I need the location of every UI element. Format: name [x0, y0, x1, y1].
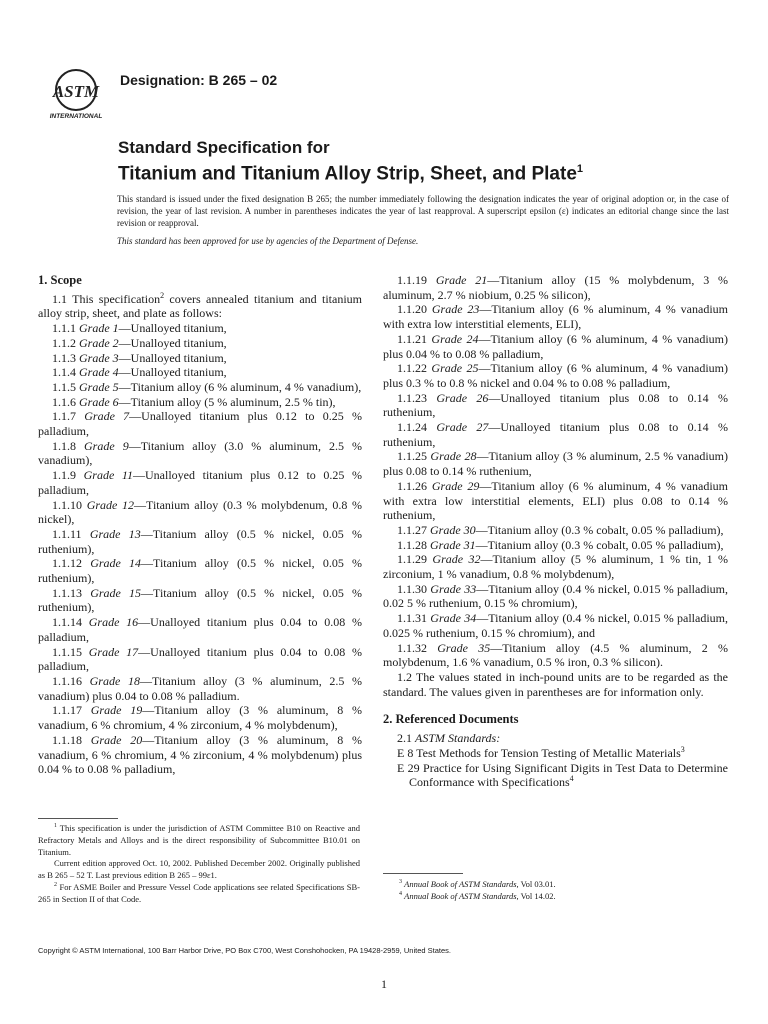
grade-description: —Titanium alloy (3 % aluminum, 2.5 % vanadium) plus 0.04 to 0.08 % palladium.: [38, 673, 362, 703]
right-column: [383, 273, 728, 790]
subsection-label: ASTM Standards:: [415, 731, 501, 746]
grade-name: Grade 18: [89, 673, 140, 688]
item-number: 1.1.20: [397, 302, 427, 317]
grade-name: Grade 16: [88, 615, 139, 630]
grade-name: Grade 29: [431, 478, 480, 493]
grade-description: —Titanium alloy (0.5 % nickel, 0.05 % ruthenium),: [38, 585, 362, 615]
grade-description: —Unalloyed titanium plus 0.08 to 0.14 % ruthenium,: [383, 390, 728, 420]
grade-name: Grade 34: [430, 611, 477, 626]
scope-intro: [38, 292, 362, 321]
subsection-number: 2.1: [397, 731, 412, 746]
grade-item: [38, 703, 362, 732]
item-number: 1.1.21: [397, 331, 427, 346]
grade-name: Grade 15: [90, 585, 142, 600]
grade-name: Grade 9: [84, 438, 129, 453]
item-number: 1.1.8: [52, 438, 76, 453]
grade-description: —Titanium alloy (0.4 % nickel, 0.015 % palladium, 0.025 % ruthenium, 0.15 % chromium), and: [383, 611, 728, 640]
footnote-text: Current edition approved Oct. 10, 2002. Published December 2002. Originally published as B 265 – 52 T. Last previous edition B 265 – 99ε1.: [38, 858, 360, 881]
footnote: [383, 879, 728, 891]
item-number: 1.1.31: [397, 611, 427, 626]
page-number: 1: [381, 977, 387, 991]
footnote-mark: 3: [399, 879, 402, 886]
item-number: 1.1.6: [52, 394, 76, 409]
grade-item: [38, 527, 362, 556]
item-number: 1.1.25: [397, 449, 427, 464]
item-number: 1.1.19: [397, 273, 427, 287]
grade-item: [38, 498, 362, 527]
footnote: [38, 823, 360, 858]
reference-code: E 8: [397, 745, 414, 760]
item-number: 1.1.11: [52, 526, 82, 541]
grade-description: —Titanium alloy (6 % aluminum, 4 % vanadium),: [118, 379, 362, 394]
grade-description: —Unalloyed titanium plus 0.04 to 0.08 % palladium,: [38, 615, 362, 644]
grade-name: Grade 31: [430, 537, 476, 552]
item-number: 1.1.26: [397, 478, 427, 493]
grade-name: Grade 24: [431, 331, 479, 346]
footnote: [38, 858, 360, 882]
grade-name: Grade 5: [79, 379, 119, 394]
item-number: 1.1.9: [52, 468, 76, 483]
footnote-volume: , Vol 03.01.: [516, 879, 556, 889]
scope-intro-text: 1.1 This specification: [52, 291, 161, 306]
item-number: 1.1.10: [52, 497, 82, 512]
item-number: 1.1.1: [52, 321, 76, 336]
item-number: 1.1.5: [52, 379, 76, 394]
grade-description: —Titanium alloy (0.5 % nickel, 0.05 % ruthenium),: [38, 556, 362, 586]
grade-description: —Titanium alloy (6 % aluminum, 4 % vanadium with extra low interstitial elements, ELI) plus 0.08 to 0.14 % ruthenium,: [383, 478, 728, 523]
grade-item: [38, 365, 362, 380]
grade-item: [38, 439, 362, 468]
grade-description: —Titanium alloy (3 % aluminum, 2.5 % vanadium) plus 0.08 to 0.14 % ruthenium,: [383, 449, 728, 479]
referenced-documents-heading: 2. Referenced Documents: [383, 712, 519, 727]
grade-description: —Titanium alloy (5 % aluminum, 2.5 % tin),: [118, 394, 336, 409]
grade-name: Grade 13: [89, 526, 141, 541]
grade-item: [383, 552, 728, 581]
grade-name: Grade 30: [430, 522, 476, 537]
footnote-book-title: Annual Book of ASTM Standards: [404, 890, 517, 901]
grade-description: —Titanium alloy (0.5 % nickel, 0.05 % ruthenium),: [38, 526, 363, 556]
grade-item: [38, 615, 362, 644]
reference-title: Test Methods for Tension Testing of Metallic Materials: [416, 745, 681, 760]
grade-name: Grade 25: [431, 361, 479, 376]
grade-name: Grade 14: [90, 556, 142, 571]
grade-item: [38, 380, 362, 395]
footnote-ref: 3: [680, 744, 685, 754]
item-number: 1.1.30: [397, 581, 427, 596]
grade-item: [38, 556, 362, 585]
grade-name: Grade 27: [436, 420, 489, 435]
grade-name: Grade 19: [90, 703, 143, 718]
grade-item: [383, 420, 728, 449]
grade-item: [383, 449, 728, 478]
item-number: 1.1.27: [397, 522, 427, 537]
footnote-mark: 1: [54, 823, 57, 830]
footnotes-left: [38, 823, 360, 906]
grade-description: —Titanium alloy (0.3 % molybdenum, 0.8 % nickel),: [38, 497, 362, 527]
reference-item: [383, 761, 728, 790]
designation: Designation: B 265 – 02: [120, 72, 278, 88]
grade-item: [383, 538, 728, 553]
scope-intro-text: covers annealed titanium and titanium alloy strip, sheet, and plate as follows:: [38, 291, 362, 321]
grade-description: —Titanium alloy (4.5 % aluminum, 2 % molybdenum, 1.6 % vanadium, 0.5 % iron, 0.3 % silicon).: [383, 640, 728, 670]
footnote: [38, 882, 360, 906]
grade-name: Grade 17: [88, 644, 139, 659]
grade-name: Grade 7: [84, 409, 130, 424]
grade-name: Grade 26: [436, 390, 489, 405]
footnote-text: For ASME Boiler and Pressure Vessel Code applications see related Specifications SB-265 in Section II of that Code.: [38, 881, 360, 904]
grade-item: [38, 468, 362, 497]
grade-name: Grade 2: [79, 335, 119, 350]
footnote-mark: 4: [399, 890, 402, 897]
grade-description: —Titanium alloy (0.3 % cobalt, 0.05 % palladium),: [475, 537, 724, 552]
item-number: 1.1.7: [52, 409, 76, 424]
item-number: 1.1.12: [52, 556, 82, 571]
grade-name: Grade 21: [435, 273, 488, 287]
grade-description: —Unalloyed titanium,: [118, 335, 227, 350]
grade-description: —Unalloyed titanium plus 0.04 to 0.08 % palladium,: [38, 644, 362, 674]
item-number: 1.1.4: [52, 365, 76, 380]
item-number: 1.1.16: [52, 673, 82, 688]
reference-list: [383, 746, 728, 790]
grade-description: —Titanium alloy (6 % aluminum, 4 % vanadium with extra low interstitial elements, ELI),: [383, 302, 728, 332]
scope-heading: 1. Scope: [38, 273, 82, 287]
grade-item: [38, 674, 362, 703]
item-number: 1.1.17: [52, 703, 82, 718]
grade-item: [383, 611, 728, 640]
item-number: 1.1.13: [52, 585, 82, 600]
grade-description: —Titanium alloy (6 % aluminum, 4 % vanadium) plus 0.3 % to 0.8 % nickel and 0.04 % to 0.08 % palladium,: [383, 361, 728, 390]
grade-item: [38, 395, 362, 410]
grade-description: —Unalloyed titanium plus 0.12 to 0.25 % palladium,: [38, 468, 362, 497]
grade-name: Grade 23: [431, 302, 480, 317]
astm-standards-subheading: [383, 731, 728, 746]
grade-name: Grade 1: [79, 321, 119, 336]
item-number: 1.1.32: [397, 640, 427, 655]
grade-name: Grade 11: [83, 468, 134, 483]
grade-name: Grade 32: [432, 552, 481, 567]
grade-item: [38, 321, 362, 336]
grade-name: Grade 35: [437, 640, 491, 655]
grade-name: Grade 6: [79, 394, 119, 409]
grade-description: —Unalloyed titanium plus 0.12 to 0.25 % palladium,: [38, 409, 362, 439]
grade-item: [383, 523, 728, 538]
grade-description: —Unalloyed titanium plus 0.08 to 0.14 % ruthenium,: [383, 420, 728, 449]
left-column: [38, 273, 362, 777]
grade-item: [383, 582, 728, 611]
grade-item: [383, 391, 728, 420]
grade-description: —Titanium alloy (3 % aluminum, 8 % vanadium, 6 % chromium, 4 % zirconium, 4 % molybdenum),: [38, 703, 362, 733]
item-number: 1.1.23: [397, 390, 427, 405]
item-number: 1.1.15: [52, 644, 82, 659]
grade-name: Grade 33: [430, 581, 477, 596]
grade-item: [38, 645, 362, 674]
footnote-book-title: Annual Book of ASTM Standards: [404, 879, 517, 889]
reference-title: Practice for Using Significant Digits in Test Data to Determine Conformance with Specifications: [409, 760, 728, 790]
grade-item: [383, 302, 728, 331]
grade-item: [383, 479, 728, 523]
grade-item: [383, 273, 728, 302]
grade-list-left: [38, 321, 362, 777]
item-number: 1.1.24: [397, 420, 427, 435]
dod-approval-note: This standard has been approved for use by agencies of the Department of Defense.: [117, 236, 419, 246]
title-block: [118, 137, 738, 185]
footnote-rule: [38, 818, 118, 819]
title-line-2: [118, 158, 738, 185]
grade-item: [38, 733, 362, 777]
footnote-volume: , Vol 14.02.: [516, 890, 556, 901]
reference-item: [383, 746, 728, 761]
logo-subtext: INTERNATIONAL: [49, 113, 103, 120]
footnote-mark: 2: [54, 882, 57, 889]
grade-name: Grade 4: [79, 365, 119, 380]
grade-description: —Titanium alloy (3.0 % aluminum, 2.5 % vanadium),: [38, 438, 362, 468]
logo-text: ASTM: [52, 82, 100, 101]
grade-description: —Titanium alloy (5 % aluminum, 1 % tin, 1 % zirconium, 1 % vanadium, 0.8 % molybdenum),: [383, 552, 728, 582]
item-number: 1.1.29: [397, 552, 427, 567]
grade-item: [383, 641, 728, 670]
grade-item: [38, 351, 362, 366]
footnotes-right: [383, 879, 728, 903]
grade-name: Grade 3: [79, 350, 119, 365]
grade-list-right: [383, 273, 728, 670]
footnote-text: This specification is under the jurisdiction of ASTM Committee B10 on Reactive and Refractory Metals and Alloys and is the direct responsibility of Subcommittee B10.01 on Titanium.: [38, 823, 360, 857]
grade-item: [383, 332, 728, 361]
paragraph-1-2: 1.2 The values stated in inch-pound units are to be regarded as the standard. The values given in parentheses are for information only.: [383, 669, 728, 699]
grade-item: [38, 586, 362, 615]
grade-name: Grade 20: [90, 732, 143, 747]
grade-description: —Titanium alloy (0.4 % nickel, 0.015 % palladium, 0.02 5 % ruthenium, 0.15 % chromium),: [383, 581, 728, 611]
designation-notice: This standard is issued under the fixed designation B 265; the number immediately following the designation indicates the year of original adoption or, in the case of revision, the year of last revision. A number in parentheses indicates the year of last reapproval. A superscript epsilon (ε) indicates an editorial change since the last revision or reapproval.: [117, 194, 729, 228]
footnote-ref: 2: [160, 290, 165, 300]
grade-name: Grade 28: [430, 449, 477, 464]
item-number: 1.1.18: [52, 732, 82, 747]
item-number: 1.1.3: [52, 350, 76, 365]
item-number: 1.1.14: [52, 615, 82, 630]
grade-description: —Unalloyed titanium,: [118, 350, 227, 365]
grade-item: [383, 361, 728, 390]
copyright: Copyright © ASTM International, 100 Barr Harbor Drive, PO Box C700, West Conshohocken, PA 19428-2959, United States.: [38, 946, 451, 955]
item-number: 1.1.2: [52, 335, 76, 350]
footnote-rule: [383, 873, 463, 874]
grade-item: [38, 409, 362, 438]
title-footnote-mark: 1: [576, 163, 584, 175]
grade-description: —Unalloyed titanium,: [118, 365, 227, 380]
grade-description: —Titanium alloy (0.3 % cobalt, 0.05 % palladium),: [475, 522, 724, 537]
footnote-ref: 4: [569, 774, 574, 784]
footnote: [383, 891, 728, 903]
item-number: 1.1.28: [397, 537, 427, 552]
grade-description: —Titanium alloy (15 % molybdenum, 3 % aluminum, 2.7 % niobium, 0.25 % silicon),: [383, 273, 728, 302]
astm-logo: [47, 68, 109, 120]
grade-name: Grade 12: [86, 497, 135, 512]
reference-code: E 29: [397, 760, 420, 775]
grade-description: —Titanium alloy (3 % aluminum, 8 % vanadium, 6 % chromium, 4 % zirconium, 4 % molybdenum) plus 0.04 % to 0.08 % palladium,: [38, 732, 362, 777]
title-line-1: Standard Specification for: [118, 138, 330, 157]
grade-item: [38, 336, 362, 351]
item-number: 1.1.22: [397, 361, 427, 376]
grade-description: —Titanium alloy (6 % aluminum, 4 % vanadium) plus 0.04 % to 0.08 % palladium,: [383, 331, 728, 361]
title-text: Titanium and Titanium Alloy Strip, Sheet, and Plate: [118, 163, 577, 185]
grade-description: —Unalloyed titanium,: [118, 321, 227, 336]
